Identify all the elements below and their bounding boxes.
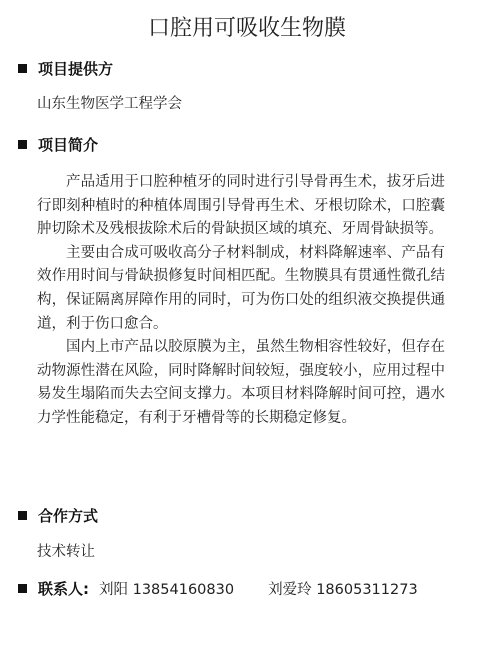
square-bullet-icon [18, 140, 27, 149]
provider-content: 山东生物医学工程学会 [37, 96, 182, 112]
intro-paragraph-1: 产品适用于口腔种植牙的同时进行引导骨再生术，拔牙后进行即刻种植时的种植体周围引导骨再生术、牙根切除术，口腔囊肿切除术及残根拔除术后的骨缺损区域的填充、牙周骨缺损等。 [37, 174, 445, 238]
intro-heading: 项目简介 [38, 135, 99, 154]
contact-row [18, 577, 418, 599]
square-bullet-icon [18, 64, 27, 73]
intro-body [37, 171, 445, 431]
cooperation-content: 技术转让 [37, 544, 95, 560]
square-bullet-icon [18, 584, 27, 593]
document-title: 口腔用可吸收生物膜 [147, 16, 346, 41]
intro-section-header [18, 133, 98, 155]
contact-person-1: 刘阳 13854160830 [99, 581, 235, 598]
intro-paragraph-2: 主要由合成可吸收高分子材料制成，材料降解速率、产品有效作用时间与骨缺损修复时间相匹配。生物膜具有贯通性微孔结构，保证隔离屏障作用的同时，可为伤口处的组织液交换提供通道，利于伤口愈合。 [37, 244, 445, 332]
provider-heading: 项目提供方 [38, 59, 114, 78]
contact-person-2: 刘爱玲 18605311273 [268, 581, 418, 598]
square-bullet-icon [18, 511, 27, 520]
provider-section-header [18, 57, 113, 79]
intro-paragraph-3: 国内上市产品以胶原膜为主，虽然生物相容性较好，但存在动物源性潜在风险，同时降解时间较短，强度较小，应用过程中易发生塌陷而失去空间支撑力。本项目材料降解时间可控，遇水力学性能稳定，有利于牙槽骨等的长期稳定修复。 [37, 339, 445, 426]
contact-heading: 联系人: [38, 579, 89, 598]
cooperation-heading: 合作方式 [38, 506, 99, 525]
cooperation-section-header [18, 504, 98, 526]
